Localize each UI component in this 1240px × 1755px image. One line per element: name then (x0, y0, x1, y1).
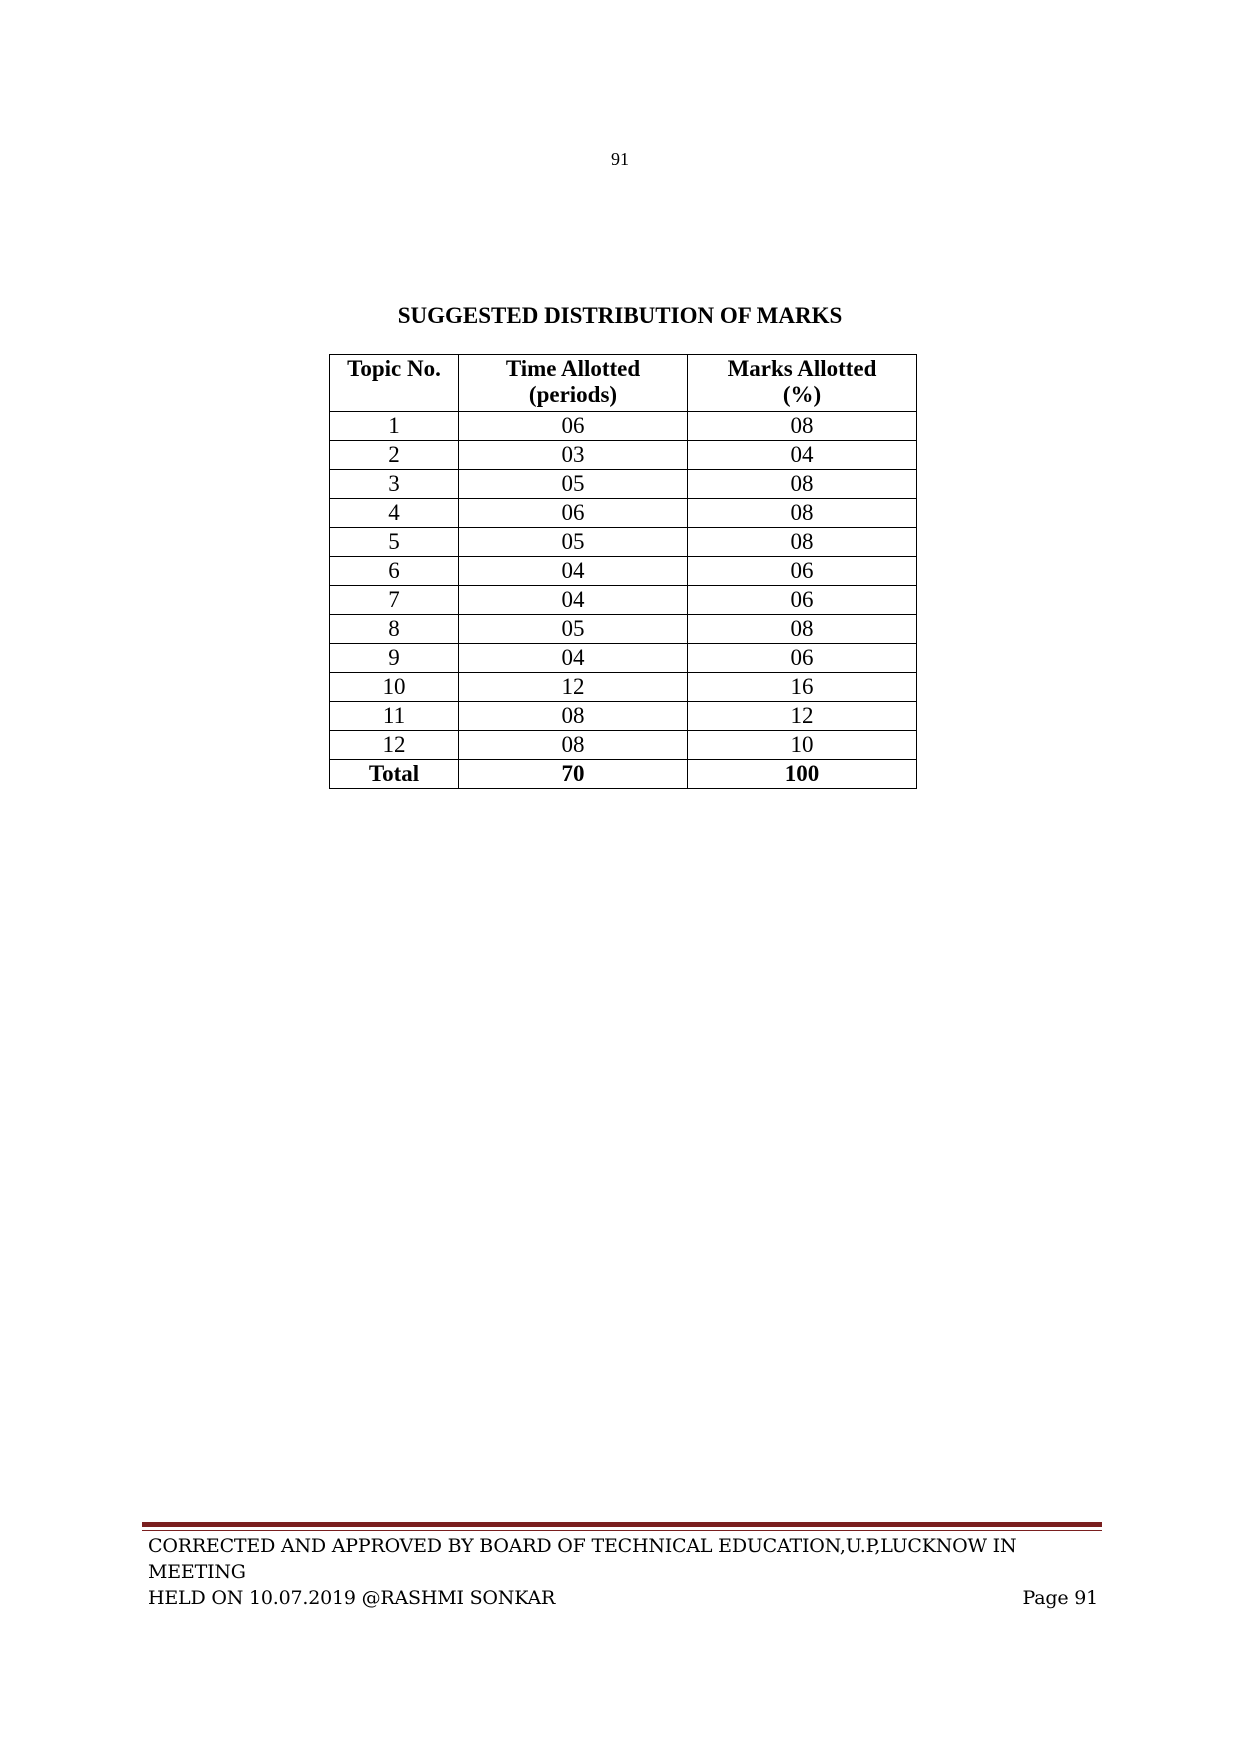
column-header-text: Time Allotted (505, 356, 641, 381)
footer (148, 1533, 1098, 1611)
total-row (330, 760, 917, 789)
footer-rule (142, 1522, 1102, 1527)
page-title: SUGGESTED DISTRIBUTION OF MARKS (397, 303, 843, 328)
topic-number-cell: 11 (330, 702, 459, 731)
time-allotted-cell: 06 (459, 499, 688, 528)
time-allotted-cell: 08 (459, 702, 688, 731)
topic-number-cell: 12 (330, 731, 459, 760)
marks-allotted-cell: 08 (688, 499, 917, 528)
marks-allotted-cell: 10 (688, 731, 917, 760)
table-row (330, 412, 917, 441)
marks-allotted-cell: 08 (688, 528, 917, 557)
topic-number-cell: 1 (330, 412, 459, 441)
topic-number-cell: 9 (330, 644, 459, 673)
time-allotted-cell: 06 (459, 412, 688, 441)
column-header-text: Marks Allotted (727, 356, 877, 381)
footer-rule-thin (142, 1530, 1102, 1531)
marks-allotted-cell: 04 (688, 441, 917, 470)
marks-distribution-table (329, 354, 917, 789)
table-row (330, 644, 917, 673)
time-allotted-cell: 05 (459, 528, 688, 557)
topic-number-cell: 7 (330, 586, 459, 615)
time-allotted-cell: 04 (459, 557, 688, 586)
column-header-topic-no (330, 355, 459, 412)
time-allotted-cell: 04 (459, 644, 688, 673)
topic-number-cell: 5 (330, 528, 459, 557)
total-time-cell: 70 (459, 760, 688, 789)
column-header-marks-allotted (688, 355, 917, 412)
table-row (330, 673, 917, 702)
time-allotted-cell: 03 (459, 441, 688, 470)
marks-allotted-cell: 16 (688, 673, 917, 702)
marks-allotted-cell: 08 (688, 615, 917, 644)
table-header-row (330, 355, 917, 412)
marks-allotted-cell: 06 (688, 586, 917, 615)
table-row (330, 441, 917, 470)
topic-number-cell: 4 (330, 499, 459, 528)
column-header-text: Topic No. (347, 356, 441, 381)
marks-allotted-cell: 08 (688, 412, 917, 441)
column-header-subtext: (%) (782, 382, 822, 407)
footer-approval-line: CORRECTED AND APPROVED BY BOARD OF TECHNICAL EDUCATION,U.P,LUCKNOW IN MEETING (148, 1535, 1017, 1583)
topic-number-cell: 6 (330, 557, 459, 586)
time-allotted-cell: 05 (459, 470, 688, 499)
marks-allotted-cell: 08 (688, 470, 917, 499)
column-header-time-allotted (459, 355, 688, 412)
time-allotted-cell: 12 (459, 673, 688, 702)
marks-allotted-cell: 06 (688, 644, 917, 673)
page-number-top: 91 (611, 149, 629, 169)
topic-number-cell: 3 (330, 470, 459, 499)
table-row (330, 499, 917, 528)
total-label-cell: Total (330, 760, 459, 789)
table-row (330, 731, 917, 760)
topic-number-cell: 2 (330, 441, 459, 470)
table-row (330, 470, 917, 499)
table-row (330, 528, 917, 557)
footer-page-label: Page 91 (1022, 1587, 1098, 1609)
table-row (330, 557, 917, 586)
footer-meeting-date: HELD ON 10.07.2019 @RASHMI SONKAR (148, 1587, 556, 1609)
time-allotted-cell: 05 (459, 615, 688, 644)
table-row (330, 586, 917, 615)
marks-allotted-cell: 06 (688, 557, 917, 586)
column-header-subtext: (periods) (528, 382, 618, 407)
time-allotted-cell: 04 (459, 586, 688, 615)
topic-number-cell: 10 (330, 673, 459, 702)
footer-second-line (148, 1585, 1098, 1611)
time-allotted-cell: 08 (459, 731, 688, 760)
table-row (330, 615, 917, 644)
table-row (330, 702, 917, 731)
topic-number-cell: 8 (330, 615, 459, 644)
total-marks-cell: 100 (688, 760, 917, 789)
marks-allotted-cell: 12 (688, 702, 917, 731)
